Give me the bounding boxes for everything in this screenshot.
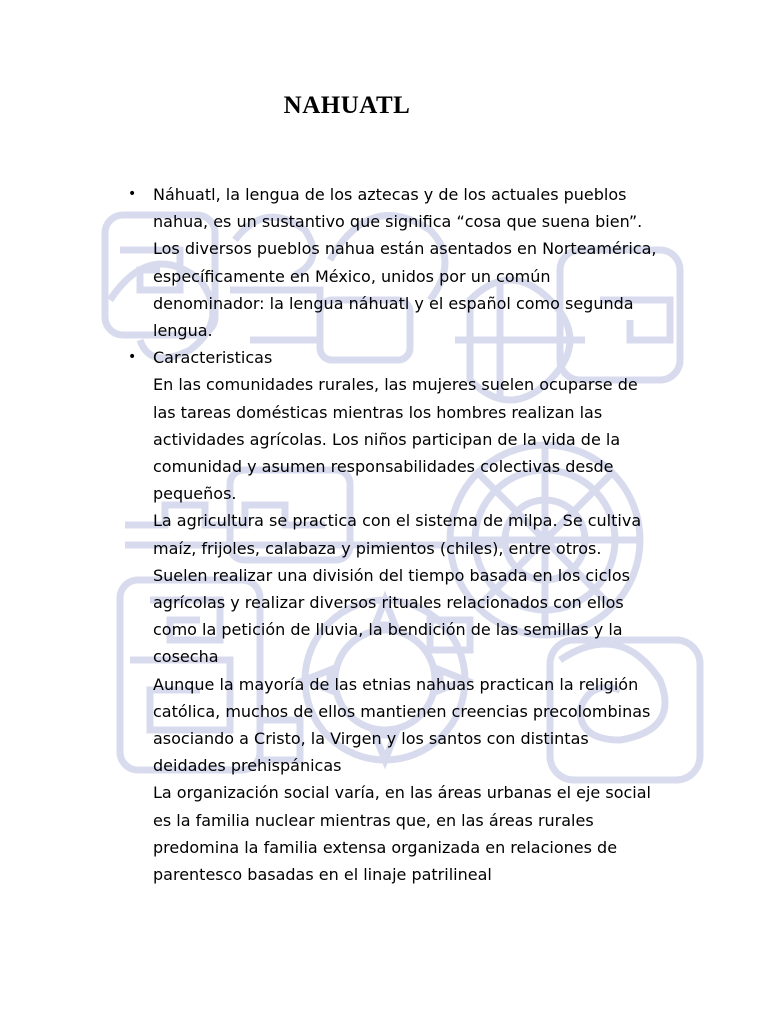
text-line: nahua, es un sustantivo que significa “cosa que suena bien”. [153, 212, 643, 232]
text-line: parentesco basadas en el linaje patrilineal [153, 865, 492, 885]
text-line: asociando a Cristo, la Virgen y los santos con distintas [153, 729, 589, 749]
bullet-text [153, 344, 713, 888]
document-body [128, 181, 713, 888]
text-line: lengua. [153, 321, 213, 341]
page-title: NAHUATL [283, 92, 411, 119]
text-line: es la familia nuclear mientras que, en las áreas rurales [153, 810, 594, 830]
text-line: deidades prehispánicas [153, 756, 342, 776]
text-line: específicamente en México, unidos por un común [153, 266, 551, 286]
text-line: como la petición de lluvia, la bendición de las semillas y la [153, 620, 623, 640]
text-line: La agricultura se practica con el sistema de milpa. Se cultiva [153, 511, 642, 531]
text-line: católica, muchos de ellos mantienen creencias precolombinas [153, 701, 651, 721]
text-line: comunidad y asumen responsabilidades colectivas desde [153, 457, 614, 477]
text-line: las tareas domésticas mientras los hombres realizan las [153, 402, 603, 422]
text-line: Suelen realizar una división del tiempo basada en los ciclos [153, 565, 630, 585]
bullet-item [128, 344, 713, 888]
bullet-marker: • [128, 186, 137, 202]
text-line: Los diversos pueblos nahua están asentados en Norteamérica, [153, 239, 657, 259]
text-line: maíz, frijoles, calabaza y pimientos (chiles), entre otros. [153, 538, 602, 558]
bullet-text [153, 181, 713, 344]
text-line: cosecha [153, 647, 219, 667]
text-line: pequeños. [153, 484, 237, 504]
text-line: denominador: la lengua náhuatl y el español como segunda [153, 293, 634, 313]
text-line: Aunque la mayoría de las etnias nahuas practican la religión [153, 674, 639, 694]
bullet-marker: • [128, 349, 137, 366]
text-line: Náhuatl, la lengua de los aztecas y de los actuales pueblos [153, 185, 627, 204]
bullet-item [128, 181, 713, 344]
text-line: La organización social varía, en las áreas urbanas el eje social [153, 783, 651, 803]
text-line: En las comunidades rurales, las mujeres suelen ocuparse de [153, 375, 638, 395]
text-line: actividades agrícolas. Los niños participan de la vida de la [153, 429, 621, 449]
section-heading: Caracteristicas [153, 348, 273, 368]
text-line: predomina la familia extensa organizada en relaciones de [153, 837, 618, 857]
text-line: agrícolas y realizar diversos rituales relacionados con ellos [153, 593, 624, 613]
